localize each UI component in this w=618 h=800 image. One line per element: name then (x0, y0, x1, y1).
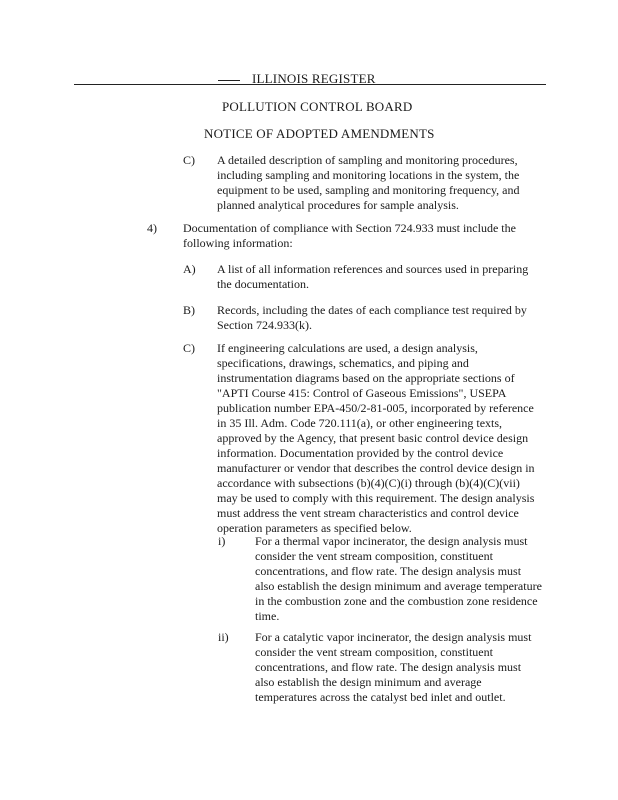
text-line: equipment to be used, sampling and monitoring frequency, and (217, 183, 520, 197)
item-4-text (183, 221, 516, 251)
text-line: may be used to comply with this requirement. The design analysis (217, 491, 535, 505)
text-line: Documentation of compliance with Section 724.933 must include the (183, 221, 516, 235)
item-a-label: A) (183, 262, 196, 276)
header-rule (74, 84, 546, 85)
item-ii-label: ii) (218, 630, 229, 644)
agency-title: POLLUTION CONTROL BOARD (222, 99, 413, 114)
text-line: planned analytical procedures for sample analysis. (217, 198, 459, 212)
text-line: If engineering calculations are used, a design analysis, (217, 341, 478, 355)
text-line: approved by the Agency, that present basic control device design (217, 431, 529, 445)
text-line: concentrations, and flow rate. The design analysis must (255, 660, 522, 674)
text-line: also establish the design minimum and average temperature (255, 579, 542, 593)
item-c-text (217, 341, 535, 536)
register-title: ILLINOIS REGISTER (252, 71, 376, 86)
item-4-label: 4) (147, 221, 157, 235)
text-line: in the combustion zone and the combustion zone residence (255, 594, 538, 608)
text-line: Records, including the dates of each compliance test required by (217, 303, 527, 317)
text-line: the documentation. (217, 277, 309, 291)
text-line: consider the vent stream composition, constituent (255, 549, 493, 563)
item-a-text (217, 262, 528, 292)
text-line: manufacturer or vendor that describes the control device design in (217, 461, 535, 475)
item-b-label: B) (183, 303, 195, 317)
text-line: also establish the design minimum and average (255, 675, 482, 689)
text-line: including sampling and monitoring locations in the system, the (217, 168, 520, 182)
text-line: following information: (183, 236, 293, 250)
text-line: temperatures across the catalyst bed inlet and outlet. (255, 690, 506, 704)
item-i-text (255, 534, 542, 624)
text-line: accordance with subsections (b)(4)(C)(i) through (b)(4)(C)(vii) (217, 476, 520, 490)
text-line: instrumentation diagrams based on the appropriate sections of (217, 371, 515, 385)
text-line: publication number EPA-450/2-81-005, incorporated by reference (217, 401, 534, 415)
text-line: consider the vent stream composition, constituent (255, 645, 493, 659)
text-line: For a catalytic vapor incinerator, the design analysis must (255, 630, 532, 644)
text-line: operation parameters as specified below. (217, 521, 412, 535)
item-c-top-label: C) (183, 153, 195, 167)
item-c-label: C) (183, 341, 195, 355)
text-line: information. Documentation provided by the control device (217, 446, 504, 460)
text-line: A list of all information references and sources used in preparing (217, 262, 529, 276)
text-line: time. (255, 609, 280, 623)
text-line: For a thermal vapor incinerator, the design analysis must (255, 534, 528, 548)
item-c-top-text (217, 153, 519, 213)
text-line: Section 724.933(k). (217, 318, 312, 332)
text-line: in 35 Ill. Adm. Code 720.111(a), or other engineering texts, (217, 416, 503, 430)
text-line: A detailed description of sampling and monitoring procedures, (217, 153, 518, 167)
item-b-text (217, 303, 527, 333)
text-line: must address the vent stream characteristics and control device (217, 506, 519, 520)
notice-title: NOTICE OF ADOPTED AMENDMENTS (204, 126, 435, 141)
item-ii-text (255, 630, 531, 705)
text-line: concentrations, and flow rate. The design analysis must (255, 564, 522, 578)
text-line: "APTI Course 415: Control of Gaseous Emissions", USEPA (217, 386, 507, 400)
text-line: specifications, drawings, schematics, and piping and (217, 356, 469, 370)
header-mark (218, 80, 240, 81)
item-i-label: i) (218, 534, 226, 548)
